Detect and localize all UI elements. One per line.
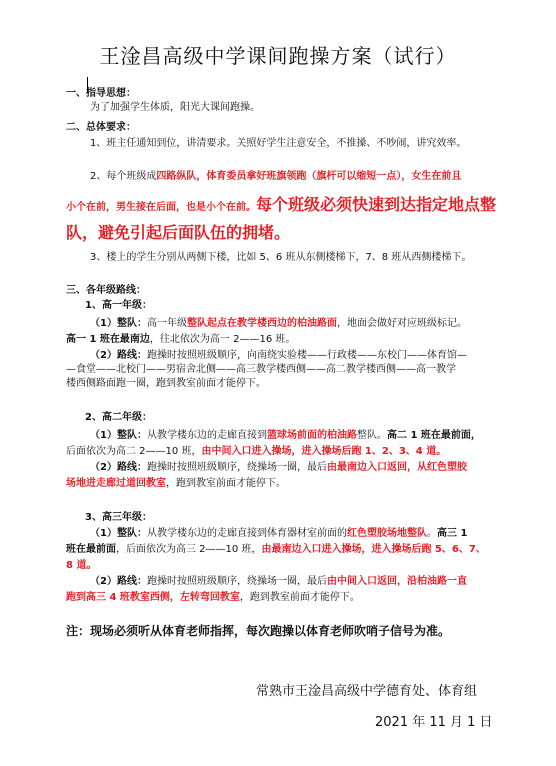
grade-1-first-class: 高一 1 班在最南边 (66, 334, 150, 345)
grade-3-route-return: 由中间入口返回，沿柏油路一直 (326, 576, 467, 587)
grade-3-class-order: ，后面依次为高三 2——10 班， (116, 544, 262, 555)
grade-1-lineup-location: 整队起点在教学楼西边的柏油路面 (186, 318, 337, 329)
grade-2-route-end: ，跑到教室前面才能停下。 (166, 478, 286, 489)
date: 2021 年 11 月 1 日 (375, 715, 493, 730)
section-3-heading: 三、各年级路线： (66, 285, 146, 296)
grade-2-route-return-2: 场地进走廊过道回教室 (66, 478, 166, 489)
section-1-text: 为了加强学生体质，阳光大课间跑操。 (90, 102, 260, 113)
section-2-item-1: 1、班主任通知到位，讲清要求。关照好学生注意安全，不推搡、不吵闹，讲究效率。 (90, 138, 467, 149)
item-2-intro: 2、每个班级成 (90, 171, 157, 182)
grade-3-first-class-a: 高三 1 (436, 528, 468, 539)
item-2-emphasis-2: 队，避免引起后面队伍的拥堵。 (66, 223, 291, 242)
grade-2-lineup-label: （1）整队： (90, 430, 147, 441)
grade-3-route-text: 跑操时按照班级顺序，绕操场一圈，最后 (146, 576, 327, 587)
grade-3-lineup-end: 。 (426, 528, 437, 539)
grade-3-title: 3、高三年级： (85, 512, 152, 523)
item-2-highlight-2: 小个在前，男生接在后面，也是小个在前。 (66, 202, 256, 213)
grade-1-lineup-line-1 (90, 318, 556, 330)
grade-1-lineup-line-2 (66, 334, 556, 346)
grade-2-lineup-line-1 (90, 430, 556, 442)
document-title: 王淦昌高级中学课间跑操方案（试行） (99, 44, 457, 68)
grade-3-lineup-label: （1）整队： (90, 528, 147, 539)
item-2-highlight-1: 四路纵队，体育委员拿好班旗领跑（旗杆可以缩短一点），女生在前且 (156, 171, 462, 182)
item-2-emphasis-1: 每个班级必须快速到达指定地点整 (256, 195, 497, 214)
grade-2-track-entry: 由中间入口进入操场，进入操场后跑 1、2、3、4 道。 (201, 446, 447, 457)
footnote: 注：现场必须听从体育老师指挥，每次跑操以体育老师吹哨子信号为准。 (66, 624, 451, 638)
section-2-item-2-line-2 (66, 196, 556, 217)
grade-2-title: 2、高二年级： (85, 412, 152, 423)
grade-3-route-end: ，跑到教室前面才能停下。 (239, 592, 360, 603)
grade-1-class-order: ，往北依次为高一 2——16 班。 (149, 334, 296, 345)
grade-3-route-label: （2）路线： (90, 576, 147, 587)
grade-3-track-entry: 由最南边入口进入操场，进入操场后跑 5、6、7、 (261, 544, 486, 555)
grade-3-lineup-location: 红色塑胶场地整队 (346, 528, 427, 539)
grade-2-route-text: 跑操时按照班级顺序，绕操场一圈，最后 (146, 462, 327, 473)
section-1-heading: 一、指导思想： (66, 88, 136, 99)
grade-1-route-label: （2）路线： (90, 350, 147, 361)
grade-3-track-lanes: 8 道。 (66, 560, 97, 571)
section-2-heading: 二、总体要求： (66, 122, 136, 133)
grade-2-route-line-2 (66, 478, 556, 490)
organization: 常熟市王淦昌高级中学德育处、体育组 (256, 684, 478, 699)
grade-1-route-line-3: 楼西侧路面跑一圈，跑到教室前面才能停下。 (66, 378, 266, 389)
grade-2-class-order: 后面依次为高二 2——10 班， (66, 446, 202, 457)
grade-1-lineup-mark: ，地面会做好对应班级标记。 (336, 318, 467, 329)
section-2-item-2-line-3 (66, 224, 556, 245)
grade-2-route-return: 由最南边入口返回，从红色塑胶 (326, 462, 467, 473)
grade-3-lineup-line-2 (66, 544, 556, 556)
grade-2-first-class: 高二 1 班在最前面， (386, 430, 481, 441)
grade-3-route-return-2: 跑到高三 4 班教室西侧，左转弯回教室 (66, 592, 240, 603)
section-2-item-2-line-1 (90, 171, 556, 183)
grade-3-lineup-line-3 (66, 560, 556, 572)
grade-1-lineup-text: 高一年级 (146, 318, 187, 329)
grade-1-title: 1、高一年级： (85, 300, 152, 311)
grade-3-lineup-text: 从教学楼东边的走廊直接到体育器材室前面的 (146, 528, 347, 539)
grade-2-lineup-end: 整队。 (356, 430, 387, 441)
grade-2-lineup-text: 从教学楼东边的走廊直接到 (146, 430, 267, 441)
grade-1-route-line-2: —食堂——北校门——男宿舍北侧——高三教学楼西侧——高二教学楼西侧——高一教学 (66, 364, 456, 375)
grade-2-route-label: （2）路线： (90, 462, 147, 473)
grade-3-route-line-1 (90, 576, 556, 588)
grade-3-first-class-b: 班在最前面 (66, 544, 116, 555)
grade-2-lineup-line-2 (66, 446, 556, 458)
grade-1-route-line-1 (90, 350, 556, 362)
grade-2-route-line-1 (90, 462, 556, 474)
grade-1-lineup-label: （1）整队： (90, 318, 147, 329)
grade-1-route-text-1: 跑操时按照班级顺序，向南绕实验楼——行政楼——东校门——体育馆— (146, 350, 467, 361)
grade-3-route-line-2 (66, 592, 556, 604)
grade-3-lineup-line-1 (90, 528, 556, 540)
grade-2-lineup-location: 篮球场前面的柏油路 (266, 430, 357, 441)
section-2-item-3: 3、楼上的学生分别从两侧下楼，比如 5、6 班从东侧楼梯下，7、8 班从西侧楼梯下。 (90, 252, 472, 263)
